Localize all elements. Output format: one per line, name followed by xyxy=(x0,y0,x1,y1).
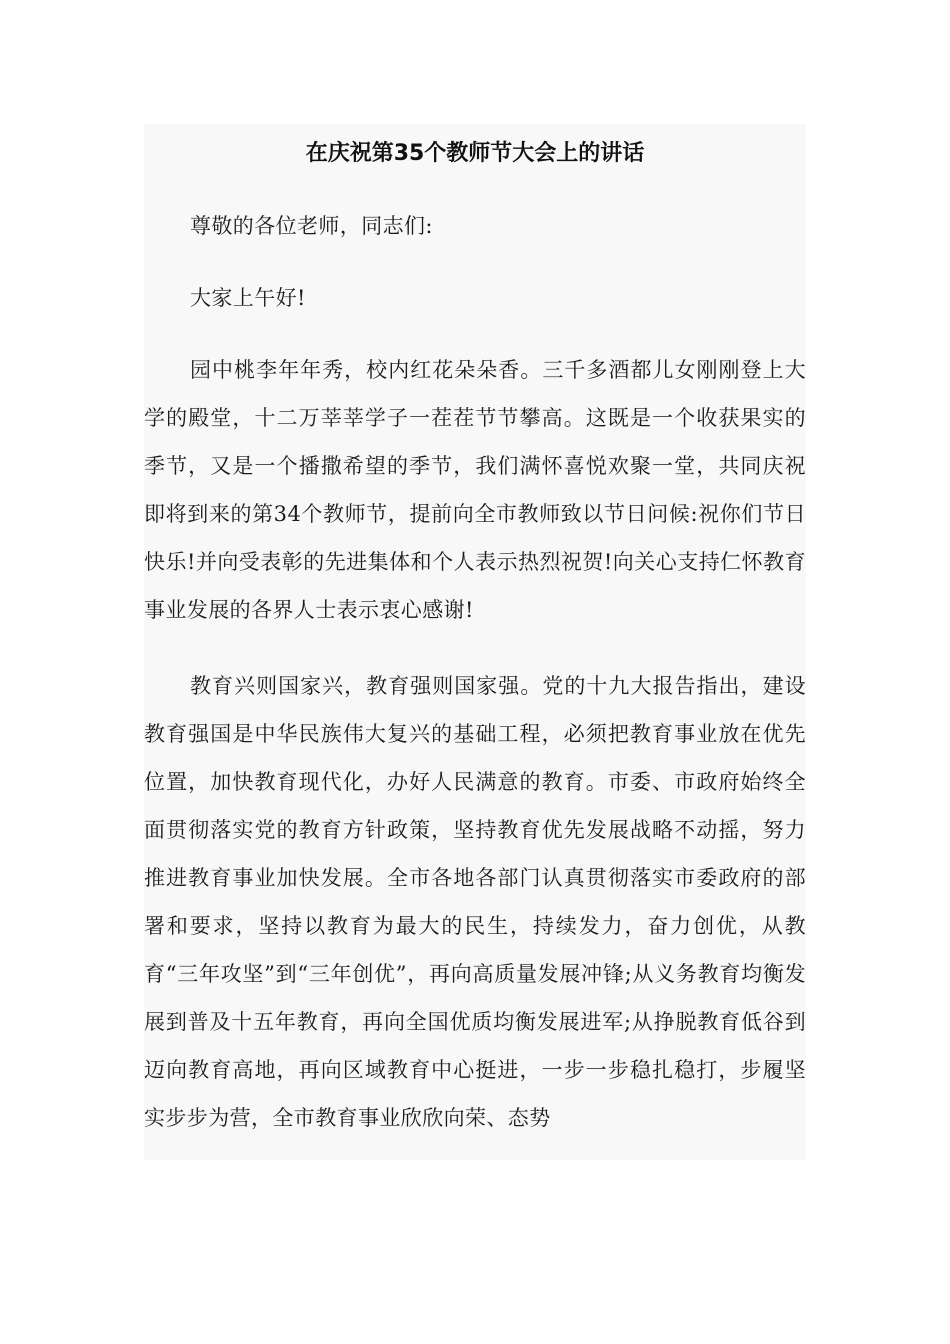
paragraph-2: 教育兴则国家兴，教育强则国家强。党的十九大报告指出，建设教育强国是中华民族伟大复兴的基础工程，必须把教育事业放在优先位置，加快教育现代化，办好人民满意的教育。市委、市政府始终全面贯彻落实党的教育方针政策，坚持教育优先发展战略不动摇，努力推进教育事业加快发展。全市各地各部门认真贯彻落实市委政府的部署和要求，坚持以教育为最大的民生，持续发力，奋力创优，从教育“三年攻坚”到“三年创优”，再向高质量发展冲锋;从义务教育均衡发展到普及十五年教育，再向全国优质均衡发展进军;从挣脱教育低谷到迈向教育高地，再向区域教育中心挺进，一步一步稳扎稳打，步履坚实步步为营，全市教育事业欣欣向荣、态势 xyxy=(144,674,806,1130)
paragraph-1: 园中桃李年年秀，校内红花朵朵香。三千多酒都儿女刚刚登上大学的殿堂，十二万莘莘学子一茬茬节节攀高。这既是一个收获果实的季节，又是一个播撒希望的季节，我们满怀喜悦欢聚一堂，共同庆祝即将到来的第34个教师节，提前向全市教师致以节日问候:祝你们节日快乐!并向受表彰的先进集体和个人表示热烈祝贺!向关心支持仁怀教育事业发展的各界人士表示衷心感谢! xyxy=(144,358,806,622)
document-text-block xyxy=(144,124,806,1160)
greeting: 大家上午好! xyxy=(190,286,306,310)
document-title: 在庆祝第35个教师节大会上的讲话 xyxy=(305,141,645,166)
salutation: 尊敬的各位老师，同志们: xyxy=(190,214,433,238)
